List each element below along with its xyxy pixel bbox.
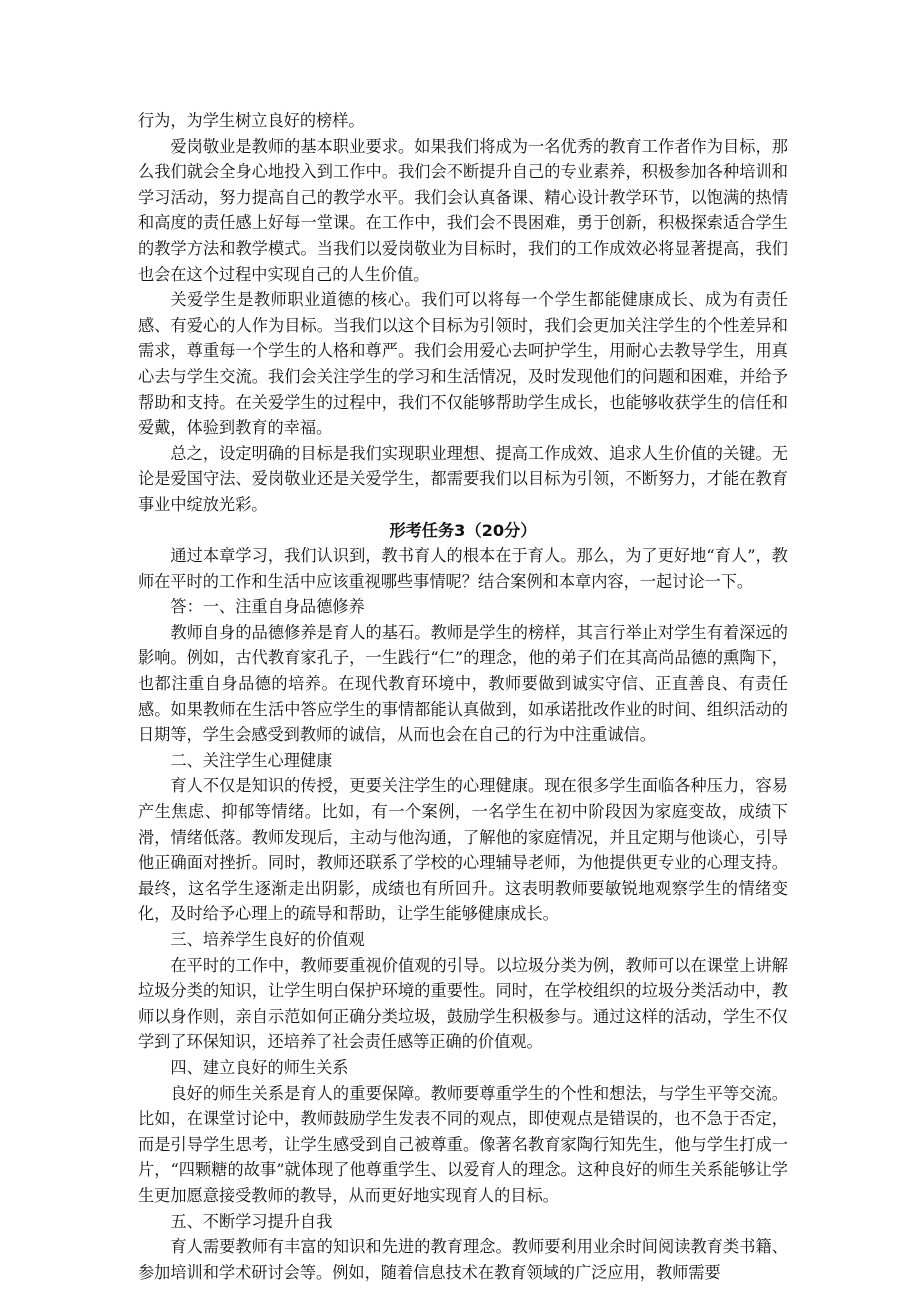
paragraph-guanai-xuesheng: 关爱学生是教师职业道德的核心。我们可以将每一个学生都能健康成长、成为有责任感、有爱心的人作为目标。当我们以这个目标为引领时，我们会更加关注学生的个性差异和需求，尊重每一个学生的人格和尊严。我们会用爱心去呵护学生，用耐心去教导学生，用真心去与学生交流。我们会关注学生的学习和生活情况，及时发现他们的问题和困难，并给予帮助和支持。在关爱学生的过程中，我们不仅能够帮助学生成长，也能够收获学生的信任和爱戴，体验到教育的幸福。	[138, 290, 788, 438]
section-4-body: 良好的师生关系是育人的重要保障。教师要尊重学生的个性和想法，与学生平等交流。比如，在课堂讨论中，教师鼓励学生发表不同的观点，即使观点是错误的，也不急于否定，而是引导学生思考，让学生感受到自己被尊重。像著名教育家陶行知先生，他与学生打成一片，“四颗糖的故事”就体现了他尊重学生、以爱育人的理念。这种良好的师生关系能够让学生更加愿意接受教师的教导，从而更好地实现育人的目标。	[138, 1083, 788, 1205]
section-2-title: 二、关注学生心理健康	[170, 750, 333, 770]
document-page	[138, 108, 788, 1285]
section-5-title: 五、不断学习提升自我	[170, 1211, 333, 1231]
task-heading: 形考任务3（20分）	[389, 520, 537, 540]
section-3-body: 在平时的工作中，教师要重视价值观的引导。以垃圾分类为例，教师可以在课堂上讲解垃圾分类的知识，让学生明白保护环境的重要性。同时，在学校组织的垃圾分类活动中，教师以身作则，亲自示范如何正确分类垃圾，鼓励学生积极参与。通过这样的活动，学生不仅学到了环保知识，还培养了社会责任感等正确的价值观。	[138, 955, 788, 1052]
continued-paragraph: 行为，为学生树立良好的榜样。	[138, 111, 365, 130]
section-1-title: 答：一、注重自身品德修养	[170, 597, 365, 617]
paragraph-aigang-jingye: 爱岗敬业是教师的基本职业要求。如果我们将成为一名优秀的教育工作者作为目标，那么我们就会全身心地投入到工作中。我们会不断提升自己的专业素养，积极参加各种培训和学习活动，努力提高自己的教学水平。我们会认真备课、精心设计教学环节，以饱满的热情和高度的责任感上好每一堂课。在工作中，我们会不畏困难，勇于创新，积极探索适合学生的教学方法和教学模式。当我们以爱岗敬业为目标时，我们的工作成效必将显著提高，我们也会在这个过程中实现自己的人生价值。	[138, 136, 788, 284]
section-1-body: 教师自身的品德修养是育人的基石。教师是学生的榜样，其言行举止对学生有着深远的影响。例如，古代教育家孔子，一生践行“仁”的理念，他的弟子们在其高尚品德的熏陶下，也都注重自身品德的培养。在现代教育环境中，教师要做到诚实守信、正直善良、有责任感。如果教师在生活中答应学生的事情都能认真做到，如承诺批改作业的时间、组织活动的日期等，学生会感受到教师的诚信，从而也会在自己的行为中注重诚信。	[138, 622, 788, 745]
paragraph-summary: 总之，设定明确的目标是我们实现职业理想、提高工作成效、追求人生价值的关键。无论是爱国守法、爱岗敬业还是关爱学生，都需要我们以目标为引领，不断努力，才能在教育事业中绽放光彩。	[138, 443, 788, 514]
section-4-title: 四、建立良好的师生关系	[170, 1057, 349, 1077]
section-3-title: 三、培养学生良好的价值观	[170, 930, 365, 949]
section-2-body: 育人不仅是知识的传授，更要关注学生的心理健康。现在很多学生面临各种压力，容易产生焦虑、抑郁等情绪。比如，有一个案例，一名学生在初中阶段因为家庭变故，成绩下滑，情绪低落。教师发现后，主动与他沟通，了解他的家庭情况，并且定期与他谈心，引导他正确面对挫折。同时，教师还联系了学校的心理辅导老师，为他提供更专业的心理支持。最终，这名学生逐渐走出阴影，成绩也有所回升。这表明教师要敏锐地观察学生的情绪变化，及时给予心理上的疏导和帮助，让学生能够健康成长。	[138, 776, 788, 924]
section-5-body: 育人需要教师有丰富的知识和先进的教育理念。教师要利用业余时间阅读教育类书籍、参加培训和学术研讨会等。例如，随着信息技术在教育领域的广泛应用，教师需要	[138, 1237, 788, 1282]
question-paragraph: 通过本章学习，我们认识到，教书育人的根本在于育人。那么，为了更好地“育人”，教师在平时的工作和生活中应该重视哪些事情呢？结合案例和本章内容，一起讨论一下。	[138, 546, 788, 591]
